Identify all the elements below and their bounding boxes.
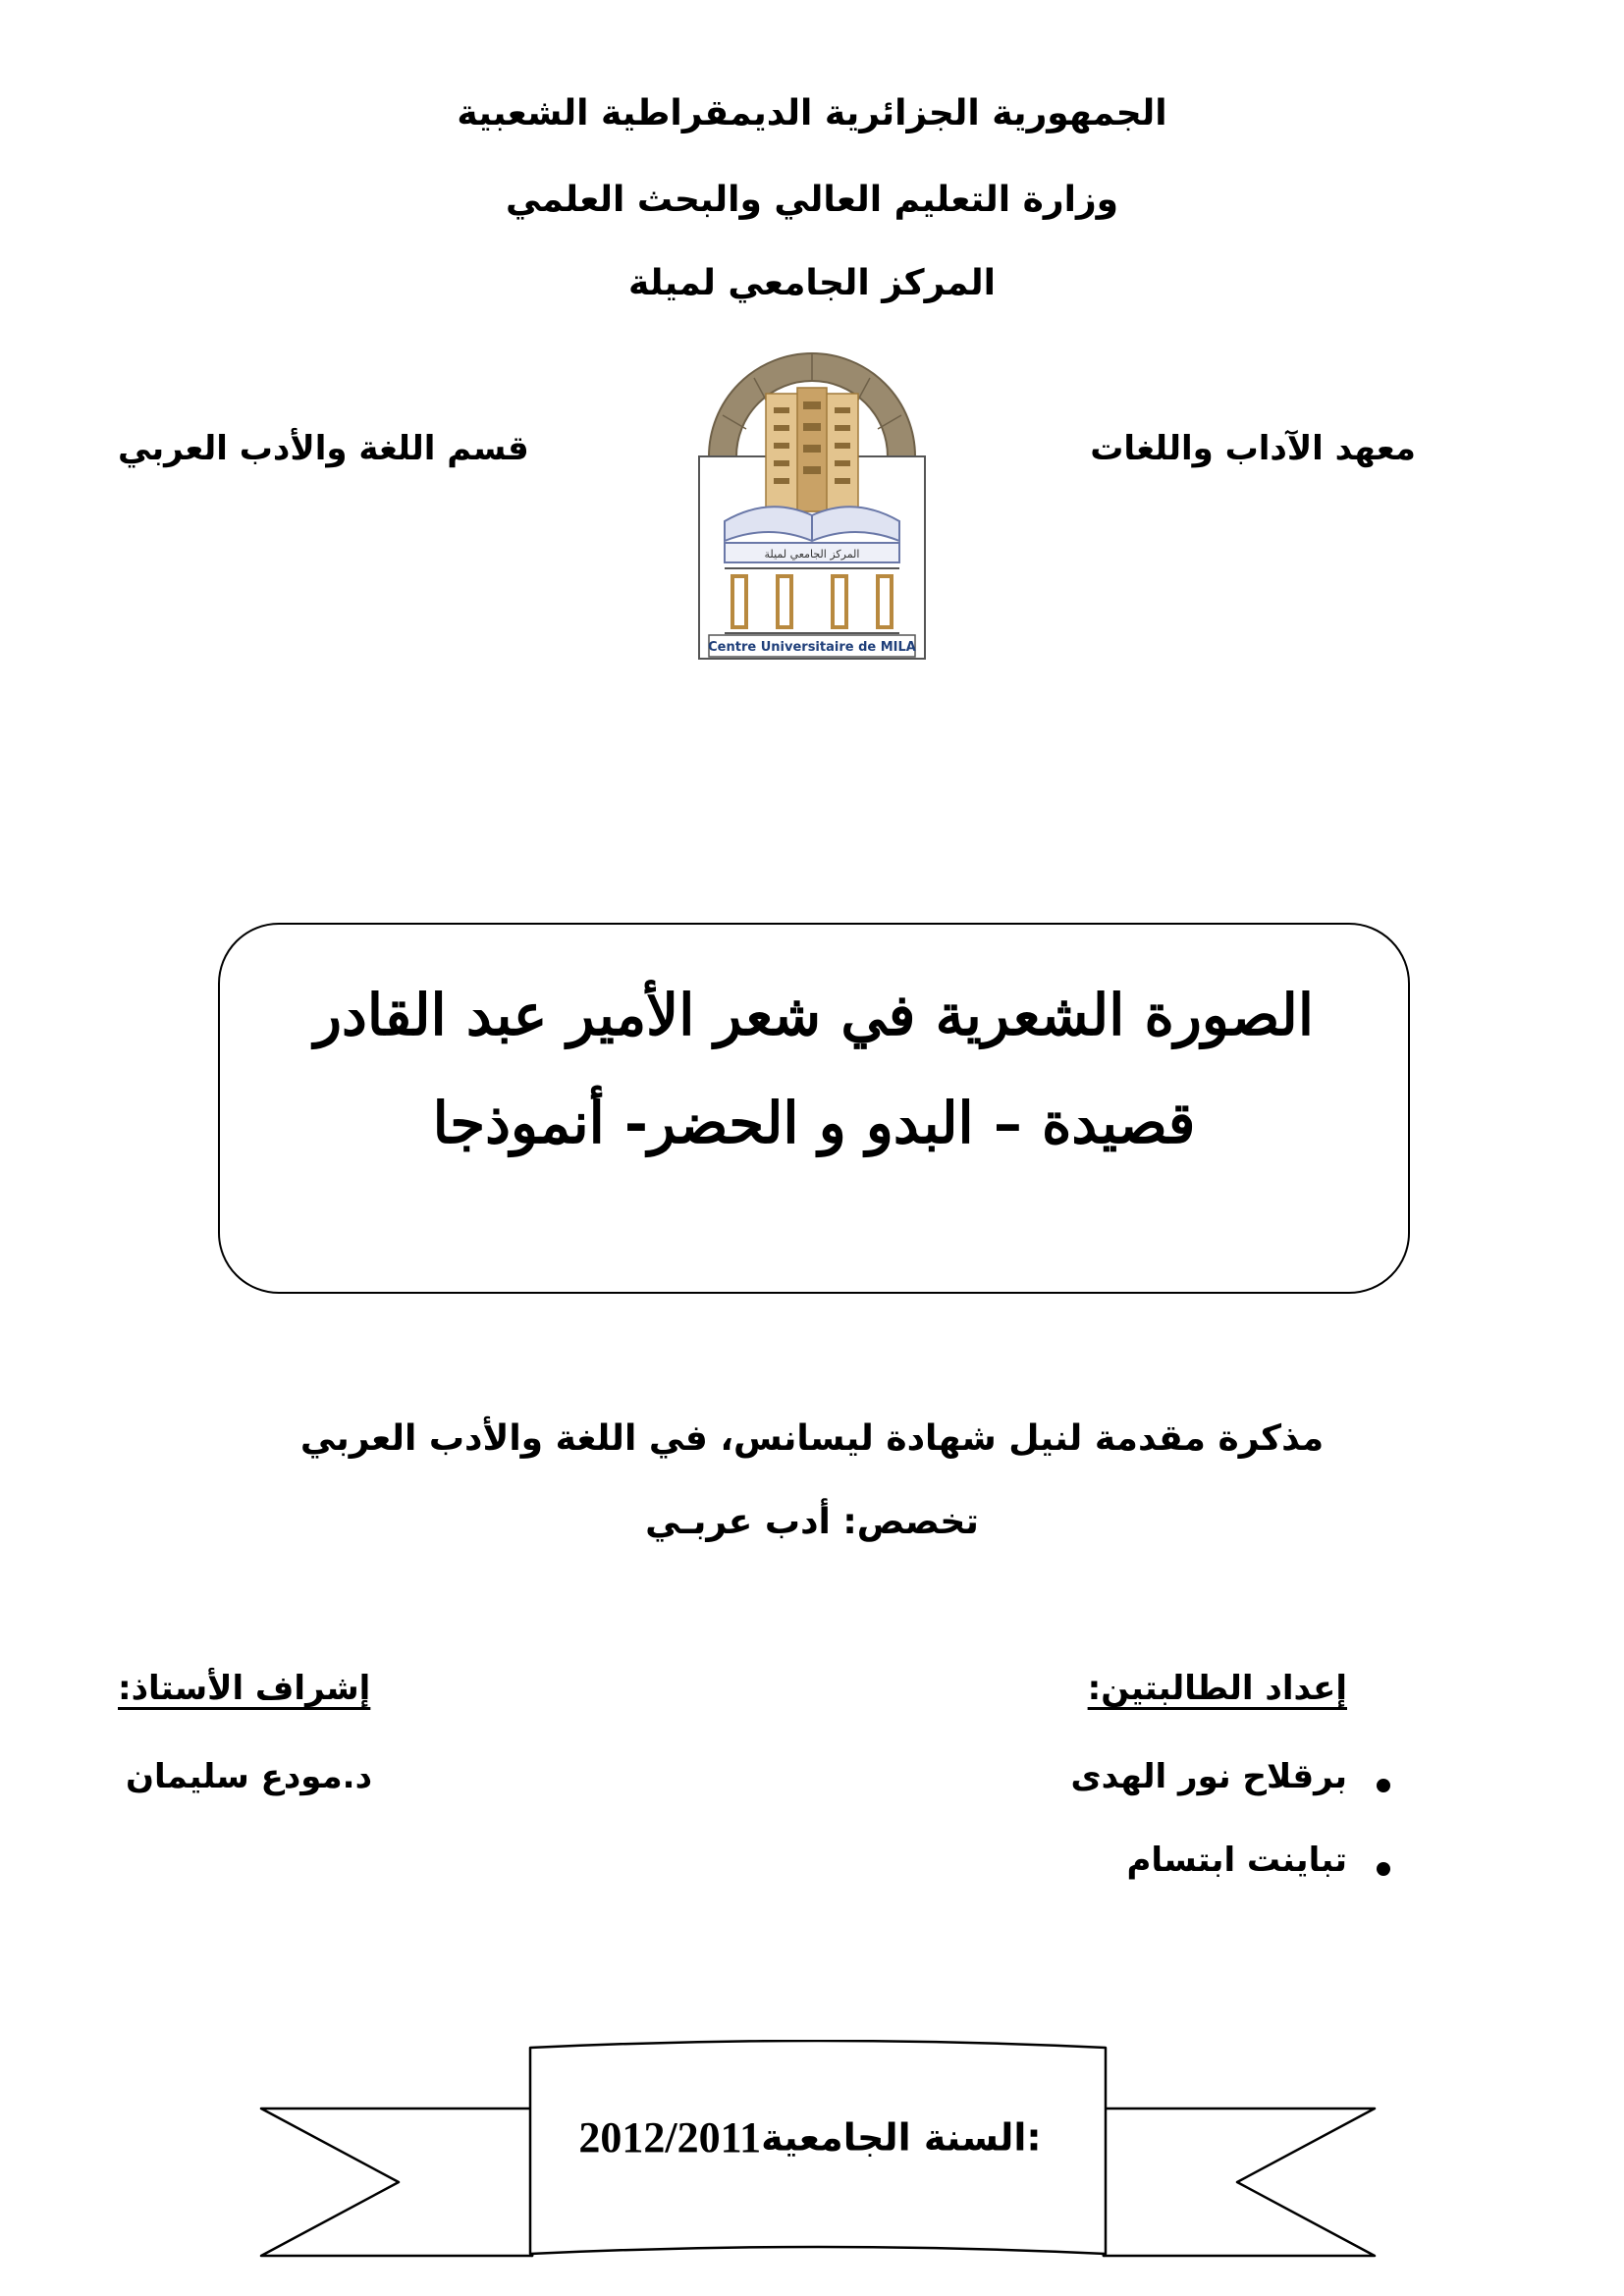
bullet-icon — [1377, 1779, 1390, 1792]
students-label: إعداد الطالبتين: — [1087, 1669, 1347, 1708]
logo-caption: Centre Universitaire de MILA — [708, 640, 916, 655]
institute-name: معهد الآداب واللغات — [1090, 429, 1416, 468]
supervisor-name: د.مودع سليمان — [126, 1757, 373, 1796]
academic-year — [530, 2112, 1090, 2163]
student-name-1: برقلاح نور الهدى — [1070, 1757, 1347, 1796]
thesis-title-line2: قصيدة – البدو و الحضر- أنموذجا — [432, 1090, 1196, 1156]
supervisor-label: إشراف الأستاذ: — [118, 1669, 371, 1708]
academic-year-label: السنة الجامعية: — [761, 2115, 1042, 2160]
thesis-title-line1: الصورة الشعرية في شعر الأمير عبد القادر — [314, 982, 1314, 1048]
department-name: قسم اللغة والأدب العربي — [118, 429, 529, 468]
ministry-name: وزارة التعليم العالي والبحث العلمي — [505, 180, 1119, 220]
logo-emblem — [695, 348, 929, 661]
specialization: تخصص: أدب عربـي — [645, 1502, 979, 1542]
degree-statement: مذكرة مقدمة لنيل شهادة ليسانس، في اللغة والأدب العربي — [299, 1418, 1325, 1459]
university-center-name: المركز الجامعي لميلة — [627, 263, 996, 303]
republic-name: الجمهورية الجزائرية الديمقراطية الشعبية — [457, 93, 1167, 133]
student-name-2: تباينت ابتسام — [1126, 1841, 1347, 1880]
academic-year-value: 2012/2011 — [578, 2113, 762, 2162]
logo-arabic-text: المركز الجامعي لميلة — [764, 548, 860, 561]
bullet-icon — [1377, 1862, 1390, 1876]
university-logo — [695, 348, 929, 661]
